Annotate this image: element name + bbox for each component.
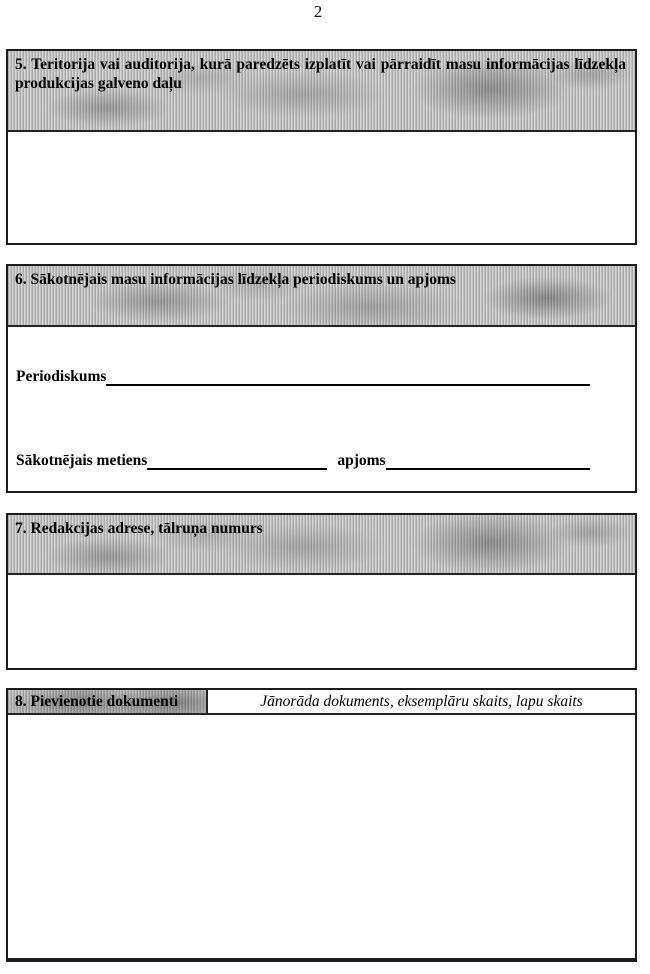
- page-number: 2: [313, 2, 323, 21]
- apjoms-field-line: [386, 450, 590, 470]
- section-8-content-area: [8, 715, 635, 956]
- section-8-note: Jānorāda dokuments, eksemplāru skaits, lapu skaits: [260, 693, 583, 710]
- apjoms-label: apjoms: [337, 452, 386, 469]
- section-5: [6, 49, 637, 245]
- section-5-header: [8, 51, 635, 132]
- section-6: [6, 264, 637, 493]
- section-6-header: [8, 266, 635, 327]
- section-5-content-area: [8, 132, 635, 243]
- metiens-label: Sākotnējais metiens: [16, 452, 148, 469]
- metiens-apjoms-row: [16, 450, 590, 470]
- section-6-title: 6. Sākotnējais masu informācijas līdzekļa periodiskums un apjoms: [15, 271, 456, 288]
- section-8-title: 8. Pievienotie dokumenti: [8, 690, 208, 713]
- section-7-header: [8, 515, 635, 575]
- periodiskums-row: [16, 366, 590, 386]
- section-7-content-area: [8, 575, 635, 668]
- section-5-title: 5. Teritorija vai auditorija, kurā paredzēts izplatīt vai pārraidīt masu informācijas līdzekļa produkcijas galveno daļu: [15, 56, 626, 92]
- periodiskums-label: Periodiskums: [16, 368, 107, 385]
- section-7-title: 7. Redakcijas adrese, tālruņa numurs: [15, 520, 263, 537]
- metiens-field-line: [147, 450, 327, 470]
- periodiskums-field-line: [106, 366, 590, 386]
- section-8: [6, 688, 637, 962]
- section-7: [6, 513, 637, 670]
- section-8-header: [8, 690, 635, 715]
